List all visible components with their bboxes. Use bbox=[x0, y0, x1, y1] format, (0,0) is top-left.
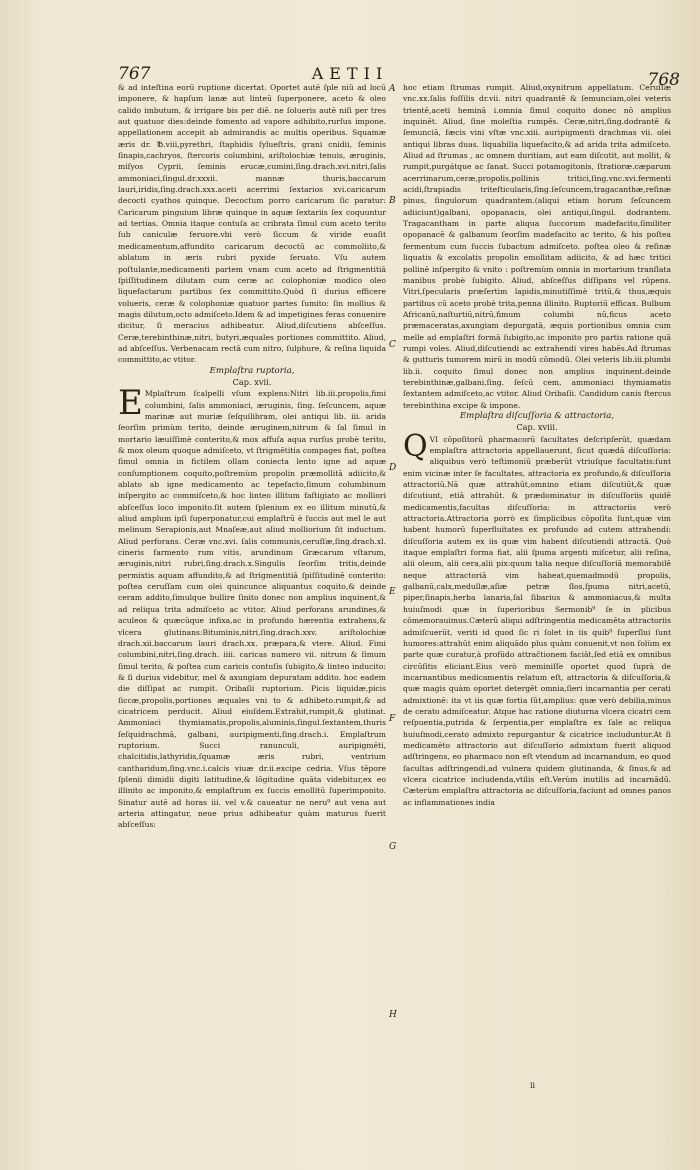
chapter-number-17: Cap. xvii. bbox=[232, 376, 272, 387]
right-paragraph-2 bbox=[403, 428, 671, 808]
margin-letter-g: G bbox=[389, 842, 397, 852]
right-paragraph-1: hoc etiam ſtrumas rumpit. Aliud,oxynitrum appellatum. Ceruſſæ vnc.xx.ſalis foſſilis dr.vii. nitri quadrantē & ſemunciam,olei veteris trientē,aceti heminā i.omnia ſimul coquito donec nō amplius inquinēt. Aliud, ſine moleſtia rumpēs. Ceræ,nitri,ſing.dodrantē & ſemunciā, fæcis vini vſtæ vnc.xiii. auripigmenti drachmas vii. olei antiqui libras duas. liquabilia liquefacito,& ad arida trita admiſceto. Aliud ad ſtrumas , ac omnem duritiam, aut eam diſcutit, aut mollit, & rumpit,purgátque ac ſanat. Succi potamogitonis, ſtratioræ.cæparum acerrimarum,ceræ,propolis,pollinis tritici,ſing.vnc.xvi.fermenti acidi,ſtrapiadis triteſticularis,ſing.ſeſcuncem,tragacanthæ,reſinæ pinus, ſingulorum quadrantem.(aliqui etiam horum ſeſcuncem adiiciunt)galbani, opopanacis, olei antiqui,ſingul. dodrantem. Tragacantham in parte aliqua ſuccorum madefacito,ſimiliter opopanacē & galbanum ſeorſim madefacito ac terito, & his poſtea fermentum cum ſuccis ſubactum admiſceto. poſtea oleo & reſinæ liquatis & excolatis propolin emollitam adiicito, & ad hæc tritici pollinē inſpergito & vnito : poſtremùm omnia in mortarium tranſlata manibus probè ſubigito. Aliud, abſceſſus diſſipans vel rūpens. Vitri,ſpecularis præſertim lapidis,minutiſſimè tritū,& thus,æquis partibus cū aceto probè trita,penna illinito. Ruptoriū efficax. Bulbum Africanū,naſturtiū,nitrū,fimum columbi nū,ficus aceto præmaceratas,axungiam depurgatā, æquis portionibus omnia cum melle ad emplaſtri formā ſubigito,ac imponito pro partis ratione quā rumpi voles. Aliud,diſcutiendi ac extrahendi vires habēs.Ad ſtrumas & gutturis tumorem mirū in modū cōmodū. Olei veteris lib.iii.plumbi lib.ii. coquito ſimul donec non amplius inquinent.deinde terebinthinæ,galbani,ſing. ſeſcū cem, ammoniaci thymiamatis ſextantem admiſceto,ac vtitor. Aliud Oribaſii. Candidum canis ſtercus terebinthina excipe & impone. bbox=[403, 83, 671, 410]
margin-letter-e: E bbox=[389, 587, 396, 597]
left-column bbox=[118, 82, 386, 831]
drop-cap-q: Q bbox=[403, 428, 428, 464]
left-paragraph-1: & ad inteſtina eorū ruptione dicertat. Oportet autē ſple niū ad locū imponere, & hapſum lanæ aut linteū ſuperponere, aceto & oleo calido imbutum, & irrigare bis per diē. ne ſolueris autē niſi per tres aut quatuor dies:deinde fomento ad vapore adhibito,rurſus impone. appellationem accepit ab admirandis ac multis operibus. Squamæ æris dr. ℔.viii,pyrethri, ſtaphidis ſylueſtris, grani cnidii, ſeminis ſinapis,cachryos, ſtercoris columbini, ariſtolochiæ tenuis, æruginis, miſyos Cyprii, ſeminis erucæ,cumini,ſing.drach.xvi.nitri,ſalis ammoniaci,ſingul.dr.xxxii. mannæ thuris,baccarum lauri,iridis,ſing.drach.xxx.aceti acerrimi ſextarios xvi.caricarum decocti cyathos quinque. Decoctum porro caricarum ſic paratur: Caricarum pinguium libræ quinque in aquæ ſextariis ſex coquuntur ad tertias. Omnia itaque contuſa ac cribrata ſimul cum aceto terito ſub caniculæ feruore.vbi verò ſiccum & viride euaſit medicamentum,affundito caricarum decoctū ac commoliito,& ablatum in æris rubri pyxide ſeruato. Vſu autem poſtulante,medicamenti partem vnam cum aceto ad ſtrigmentitiā ſpiſſitudinem dilutam cum ceræ ac colophoniæ modico oleo liquefactarum partibus ſex committito.Quòd ſi durius efficere volueris, ceræ & colophoniæ quatuor partes ſumito: ſin mollius & magis dilutum,octo admiſceto.Idem & ad impetigines feras conuenire dicitur, ſi meracius adhibeatur. Aliud,diſcutiens abſceſſus. Ceræ,terebinthinæ,nitri, butyri,æquales portiones committito. Aliud, ad abſceſſus. Verbenacam rectā cum nitro, ſulphure, & reſina liquida committito,ac vtitor. bbox=[118, 83, 386, 365]
drop-cap-e: E bbox=[118, 383, 143, 424]
signature-mark: ii bbox=[530, 1081, 536, 1090]
margin-letter-c: C bbox=[389, 340, 396, 350]
margin-letter-b: B bbox=[389, 196, 396, 206]
right-column bbox=[403, 82, 671, 808]
running-title: AETII bbox=[311, 64, 389, 83]
margin-letter-d: D bbox=[389, 463, 397, 473]
chapter-heading-17: Emplaſtra ruptoria, bbox=[209, 365, 295, 376]
page-number-left: 767 bbox=[118, 64, 151, 84]
right-paragraph-2-text: VI cōpoſitorū pharmacorū facultates deſcripſerūt, quædam emplaſtra attractoria appellauerunt, ſicut quædā diſcuſſoria: aliquibus verò teſtimoniū præberūt vtriuſque facultatis:ſunt enim vicinæ inter ſe facultates, attractoria ex profundo,& diſcuſſoria attractoriū.Nā quæ attrahūt,omnino etiam diſcutiūt,& quæ diſcutiunt, etiā attrahūt. & prædominatur in diſcuſſoriis quidē medicamentis,facultas diſcuſſoria: in attractoriis verò attractoria.Attractoria porrò ex ſimplicibus cōpoſita ſunt,quæ vim habent humorū ſuperfluitates ex profundo ad cutem attrahendi: diſcuſſoria autem ex iis quæ vim habent diſcutiendi attractā. Quò itaque emplaſtri forma fiat, alii ſpuma argenti miſcetur, alii reſina, alii oleum, alii cera,alii pix:quum talia neque diſcuſſoriā memorabilē neque attractoriā vim habeat,quemadmodū propolis, galbanū,calx,medullæ,aſiæ petræ ſlos,ſpuma nitri,acetū, piper,ſinapis,herba lanaria,ſal ſibarius & ammoniacus,& multa huiuſmodi quæ in ſuperioribus Sermonib⁹ ſe in plicibus cōmemorauimus.Cæterū aliqui adſtringentia medicamēta attractoriis admiſcuerūt, veriti id quod ſic ri ſolet in iis quib⁹ ſuperſlui ſunt humores:attrahūt enim aliquādo plus quàm conuenit,vt non ſolùm ex parte quæ curatur,à profūdo attrac̄tionem faciāt,ſed etiā ex omnibus circūſitis eliciant.Eius verò meminiſſe oportet quod ſuprà de incarnantibus medicamentis relatum eſt, attractoria & diſcuſſoria,& quæ magis quàm oportet detergēt omnia,ſieri incarnantia per cerati admixtionē: ita vt iis quæ fortia ſūt,amplius: quæ verò debilia,minus de cerato admiſceatur. Atque hac ratione diuturna vlcera cicatri cem reſpuentia,putrida & ſerpentia,per emplaſtra ex ſale ac reliqua huiuſmodi,cerato admixto repurgantur & cicatrice includuntur.At ſi medicamēto attractorio aut diſcuſſorio admixtum fuerit aliquod adſtringens, eo pharmaco non eſt vtendum ad incarnandum, eo quod ſacultas adſtringendi,ad vulnera quidem glutinanda, & ſinus,& ad vlcera cicatrice includenda,vtilis eſt.Verùm inutilis ad incarnādū. Cæterùm emplaſtra attractoria ac diſcuſſoria,faciunt ad omnes panos ac inflammationes india bbox=[403, 434, 671, 807]
chapter-number-18: Cap. xviii. bbox=[516, 422, 558, 433]
left-paragraph-2-text: Mplaſtrum ſcalpelli vſum explens:Nitri lib.iii.propolis,fimi columbini, ſalis ammoniaci, æruginis, ſing. ſeſcuncem, aquæ marinæ aut muriæ ſeſquilibram, olei antiqui lib. iii. arida ſeorſim primùm terito, deinde æruginem,nitrum & ſal ſimul in mortario læuiſſimè conterito,& mox affuſa aqua rurſus probè terito, & mox oleum quoque admiſceto, vt ſtrigmētitia compages fiat, poſtea ſimul omnia in fictilem ollam coniecta lento igne ad aquæ conſumptionem coquito,poſtremùm propolin præmollitā adiicito,& ablato ab igne medicamento ac tepefacto,ſimum columbinum inſpergito ac commiſceto,& hoc linteo illitum faſtigiato ac molliori abſceſſus loco imponito.ſit autem ſplenium ex eo illitum minutū,& aliud amplum ipſi ſuperponatur,cui emplaſtrū è ſuccis aut mel le aut melinum Serapionis,aut Mnaſeæ,aut aliud molliorium ſit inductum. Aliud perforans. Ceræ vnc.xvi. ſalis communis,ceruſſæ,ſing.drach.xl. cineris farmento rum vitis, arundinum Græcarum vſtarum, æruginis,nitri rubri,ſing.drach.x.Singulis ſeorſim tritis,deinde permixtis aquam affundito,& ad ſtrigmentitiā ſpiſſitudinē conterito: poſtea ceruſſam cum olei quincunce aliquantus coquito,& deinde ceram addito,ſimulque bullire ſinito donec non amplius inquinent,& ad reliqua trita admiſceto ac vtitor. Aliud perforans arundines,& aculeos & quæcūque infixa,ac in profundo hærentia extrahens,& vlcera glutinans:Bituminis,nitri,ſing.drach.xxv. ariſtolochiæ drach.xii.baccarum lauri drach.xx. præpara,& vtere. Aliud. Fimi columbini,nitri,ſing.drach. iiii. caricas numero vii. nitrum & ſimum ſimul terito, & poſtea cum caricis contuſis ſubigito,& linteo inducito: & ſi durius videbitur, mel & axungiam depuratam addito. hoc eadem die diſſipat ac rumpit. Oribaſii ruptorium. Picis liquidæ,picis ſiccæ,propolis,portiones æquales vni to & adhibeto.rumpit,& ad cicatricem perducit. Aliud eiuſdem.Extrahit,rumpit,& glutinat. Ammoniaci thymiamatis,propolis,aluminis,ſingul.ſextantem,thuris ſeſquidrachmā, galbani, auripigmenti,ſing.drach.i. Emplaſtrum ruptorium. Succi ranunculi, auripigmēti, chalcitidis,lathyridis,ſquamæ æris rubri, ventrium cantharidum,ſing.vnc.i.calcis viuæ dr.ii.excipe cedria. Vſus tēpore ſplenii dimidii digiti latitudine,& lōgitudine quāta videbitur,ex eo illinito ac imponito,& emplaſtrum ex ſuccis emollitū ſuperimponito. Sinatur autē ad horas iii. vel v.& caueatur ne neru⁹ aut vena aut arteria attingatur, neue prius adhibeatur quàm maturus fuerit abſceſſus: bbox=[118, 389, 386, 830]
margin-letter-f: F bbox=[389, 714, 396, 724]
left-paragraph-2 bbox=[118, 383, 386, 830]
page-number-right: 768 bbox=[647, 70, 680, 90]
chapter-heading-18: Emplaſtra diſcuſſoria & attractoria, bbox=[459, 410, 615, 421]
margin-letter-h: H bbox=[389, 1010, 397, 1020]
margin-letter-a: A bbox=[389, 84, 396, 94]
